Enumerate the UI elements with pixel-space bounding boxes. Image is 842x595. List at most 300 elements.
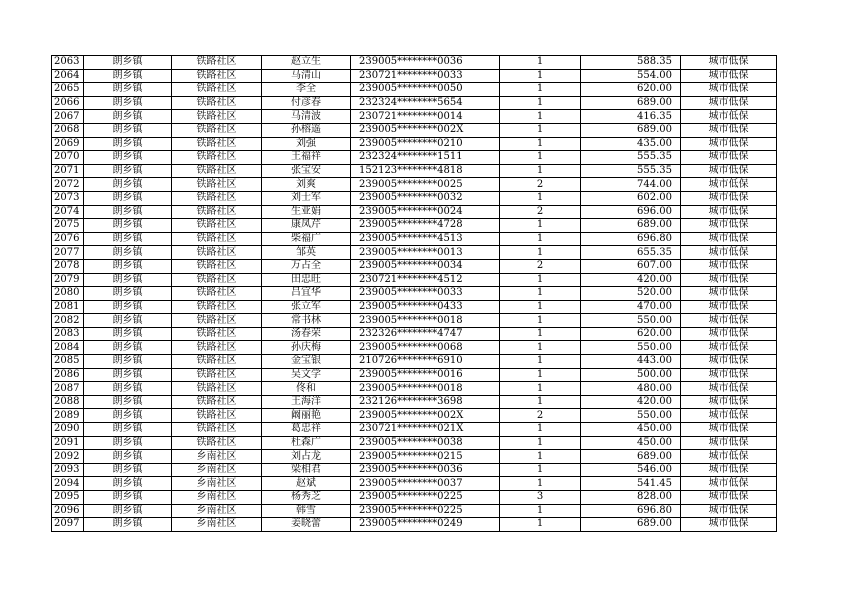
row-number-cell: 2090 <box>52 423 84 437</box>
community-cell: 铁路社区 <box>172 314 262 328</box>
amount-cell: 546.00 <box>581 463 681 477</box>
name-cell: 王福祥 <box>262 151 351 165</box>
household-size-cell: 2 <box>500 178 581 192</box>
household-size-cell: 1 <box>500 273 581 287</box>
category-cell: 城市低保 <box>681 191 777 205</box>
name-cell: 生亚娟 <box>262 205 351 219</box>
town-cell: 朗乡镇 <box>84 436 172 450</box>
id-number-cell: 239005********0034 <box>351 259 500 273</box>
table-row <box>52 477 777 491</box>
row-number-cell: 2074 <box>52 205 84 219</box>
id-number-cell: 239005********0038 <box>351 436 500 450</box>
amount-cell: 828.00 <box>581 491 681 505</box>
category-cell: 城市低保 <box>681 96 777 110</box>
town-cell: 朗乡镇 <box>84 300 172 314</box>
category-cell: 城市低保 <box>681 178 777 192</box>
name-cell: 梁相君 <box>262 463 351 477</box>
table-row <box>52 205 777 219</box>
id-number-cell: 232324********5654 <box>351 96 500 110</box>
table-row <box>52 123 777 137</box>
amount-cell: 470.00 <box>581 300 681 314</box>
table-row <box>52 395 777 409</box>
category-cell: 城市低保 <box>681 287 777 301</box>
category-cell: 城市低保 <box>681 423 777 437</box>
id-number-cell: 239005********0036 <box>351 56 500 70</box>
amount-cell: 555.35 <box>581 151 681 165</box>
name-cell: 李全 <box>262 83 351 97</box>
table-row <box>52 423 777 437</box>
category-cell: 城市低保 <box>681 450 777 464</box>
amount-cell: 480.00 <box>581 382 681 396</box>
table-row <box>52 450 777 464</box>
town-cell: 朗乡镇 <box>84 246 172 260</box>
town-cell: 朗乡镇 <box>84 151 172 165</box>
id-number-cell: 230721********0033 <box>351 69 500 83</box>
amount-cell: 550.00 <box>581 314 681 328</box>
table-row <box>52 151 777 165</box>
community-cell: 铁路社区 <box>172 423 262 437</box>
amount-cell: 420.00 <box>581 395 681 409</box>
amount-cell: 607.00 <box>581 259 681 273</box>
category-cell: 城市低保 <box>681 69 777 83</box>
household-size-cell: 1 <box>500 314 581 328</box>
town-cell: 朗乡镇 <box>84 504 172 518</box>
household-size-cell: 2 <box>500 259 581 273</box>
table-row <box>52 409 777 423</box>
community-cell: 铁路社区 <box>172 355 262 369</box>
id-number-cell: 239005********0032 <box>351 191 500 205</box>
table-row <box>52 368 777 382</box>
category-cell: 城市低保 <box>681 137 777 151</box>
town-cell: 朗乡镇 <box>84 137 172 151</box>
category-cell: 城市低保 <box>681 273 777 287</box>
table-row <box>52 83 777 97</box>
household-size-cell: 1 <box>500 300 581 314</box>
town-cell: 朗乡镇 <box>84 368 172 382</box>
category-cell: 城市低保 <box>681 56 777 70</box>
name-cell: 常书林 <box>262 314 351 328</box>
town-cell: 朗乡镇 <box>84 395 172 409</box>
table-row <box>52 436 777 450</box>
name-cell: 刘爽 <box>262 178 351 192</box>
id-number-cell: 239005********0433 <box>351 300 500 314</box>
community-cell: 乡南社区 <box>172 491 262 505</box>
row-number-cell: 2078 <box>52 259 84 273</box>
row-number-cell: 2076 <box>52 232 84 246</box>
name-cell: 马清波 <box>262 110 351 124</box>
id-number-cell: 239005********0210 <box>351 137 500 151</box>
category-cell: 城市低保 <box>681 327 777 341</box>
name-cell: 康凤芹 <box>262 219 351 233</box>
name-cell: 杜森广 <box>262 436 351 450</box>
household-size-cell: 1 <box>500 477 581 491</box>
household-size-cell: 1 <box>500 504 581 518</box>
table-row <box>52 137 777 151</box>
row-number-cell: 2092 <box>52 450 84 464</box>
name-cell: 柴福广 <box>262 232 351 246</box>
row-number-cell: 2072 <box>52 178 84 192</box>
name-cell: 吴文学 <box>262 368 351 382</box>
category-cell: 城市低保 <box>681 436 777 450</box>
table-row <box>52 191 777 205</box>
id-number-cell: 239005********0249 <box>351 518 500 532</box>
id-number-cell: 232326********4747 <box>351 327 500 341</box>
amount-cell: 450.00 <box>581 436 681 450</box>
id-number-cell: 230721********4512 <box>351 273 500 287</box>
row-number-cell: 2097 <box>52 518 84 532</box>
household-size-cell: 1 <box>500 164 581 178</box>
town-cell: 朗乡镇 <box>84 423 172 437</box>
id-number-cell: 230721********0014 <box>351 110 500 124</box>
town-cell: 朗乡镇 <box>84 314 172 328</box>
community-cell: 乡南社区 <box>172 477 262 491</box>
row-number-cell: 2086 <box>52 368 84 382</box>
category-cell: 城市低保 <box>681 491 777 505</box>
id-number-cell: 239005********0225 <box>351 504 500 518</box>
town-cell: 朗乡镇 <box>84 69 172 83</box>
household-size-cell: 1 <box>500 368 581 382</box>
row-number-cell: 2071 <box>52 164 84 178</box>
id-number-cell: 239005********4513 <box>351 232 500 246</box>
household-size-cell: 1 <box>500 151 581 165</box>
row-number-cell: 2085 <box>52 355 84 369</box>
category-cell: 城市低保 <box>681 518 777 532</box>
allowance-table <box>51 55 777 532</box>
id-number-cell: 239005********0013 <box>351 246 500 260</box>
name-cell: 邹英 <box>262 246 351 260</box>
name-cell: 万占全 <box>262 259 351 273</box>
id-number-cell: 239005********4728 <box>351 219 500 233</box>
row-number-cell: 2067 <box>52 110 84 124</box>
id-number-cell: 239005********0037 <box>351 477 500 491</box>
household-size-cell: 1 <box>500 327 581 341</box>
community-cell: 铁路社区 <box>172 178 262 192</box>
table-row <box>52 463 777 477</box>
id-number-cell: 239005********002X <box>351 123 500 137</box>
table-row <box>52 219 777 233</box>
amount-cell: 744.00 <box>581 178 681 192</box>
table-row <box>52 96 777 110</box>
category-cell: 城市低保 <box>681 300 777 314</box>
community-cell: 铁路社区 <box>172 368 262 382</box>
amount-cell: 696.00 <box>581 205 681 219</box>
household-size-cell: 1 <box>500 219 581 233</box>
name-cell: 葛忠祥 <box>262 423 351 437</box>
name-cell: 张宝安 <box>262 164 351 178</box>
community-cell: 铁路社区 <box>172 232 262 246</box>
id-number-cell: 232126********3698 <box>351 395 500 409</box>
household-size-cell: 2 <box>500 409 581 423</box>
name-cell: 刘占龙 <box>262 450 351 464</box>
town-cell: 朗乡镇 <box>84 355 172 369</box>
category-cell: 城市低保 <box>681 164 777 178</box>
name-cell: 赵立生 <box>262 56 351 70</box>
amount-cell: 416.35 <box>581 110 681 124</box>
row-number-cell: 2070 <box>52 151 84 165</box>
community-cell: 铁路社区 <box>172 395 262 409</box>
amount-cell: 435.00 <box>581 137 681 151</box>
name-cell: 赵斌 <box>262 477 351 491</box>
town-cell: 朗乡镇 <box>84 463 172 477</box>
town-cell: 朗乡镇 <box>84 83 172 97</box>
row-number-cell: 2091 <box>52 436 84 450</box>
id-number-cell: 239005********0225 <box>351 491 500 505</box>
town-cell: 朗乡镇 <box>84 164 172 178</box>
table-row <box>52 56 777 70</box>
amount-cell: 443.00 <box>581 355 681 369</box>
row-number-cell: 2093 <box>52 463 84 477</box>
household-size-cell: 1 <box>500 341 581 355</box>
table-row <box>52 327 777 341</box>
community-cell: 铁路社区 <box>172 110 262 124</box>
row-number-cell: 2065 <box>52 83 84 97</box>
id-number-cell: 239005********0025 <box>351 178 500 192</box>
amount-cell: 550.00 <box>581 341 681 355</box>
amount-cell: 550.00 <box>581 409 681 423</box>
row-number-cell: 2069 <box>52 137 84 151</box>
table-row <box>52 246 777 260</box>
category-cell: 城市低保 <box>681 477 777 491</box>
table-row <box>52 259 777 273</box>
name-cell: 刘士军 <box>262 191 351 205</box>
community-cell: 铁路社区 <box>172 273 262 287</box>
amount-cell: 450.00 <box>581 423 681 437</box>
table-body <box>52 56 777 532</box>
id-number-cell: 239005********0024 <box>351 205 500 219</box>
household-size-cell: 1 <box>500 287 581 301</box>
category-cell: 城市低保 <box>681 232 777 246</box>
category-cell: 城市低保 <box>681 110 777 124</box>
town-cell: 朗乡镇 <box>84 110 172 124</box>
community-cell: 铁路社区 <box>172 123 262 137</box>
name-cell: 张立军 <box>262 300 351 314</box>
household-size-cell: 3 <box>500 491 581 505</box>
town-cell: 朗乡镇 <box>84 409 172 423</box>
community-cell: 乡南社区 <box>172 463 262 477</box>
household-size-cell: 1 <box>500 395 581 409</box>
amount-cell: 696.80 <box>581 504 681 518</box>
table-row <box>52 518 777 532</box>
community-cell: 铁路社区 <box>172 83 262 97</box>
category-cell: 城市低保 <box>681 259 777 273</box>
table-row <box>52 232 777 246</box>
name-cell: 马清山 <box>262 69 351 83</box>
category-cell: 城市低保 <box>681 314 777 328</box>
community-cell: 铁路社区 <box>172 341 262 355</box>
category-cell: 城市低保 <box>681 382 777 396</box>
community-cell: 铁路社区 <box>172 164 262 178</box>
id-number-cell: 239005********0018 <box>351 314 500 328</box>
table-row <box>52 491 777 505</box>
table-row <box>52 69 777 83</box>
amount-cell: 655.35 <box>581 246 681 260</box>
amount-cell: 689.00 <box>581 123 681 137</box>
name-cell: 汤春荣 <box>262 327 351 341</box>
category-cell: 城市低保 <box>681 205 777 219</box>
name-cell: 王海洋 <box>262 395 351 409</box>
town-cell: 朗乡镇 <box>84 178 172 192</box>
row-number-cell: 2066 <box>52 96 84 110</box>
town-cell: 朗乡镇 <box>84 477 172 491</box>
household-size-cell: 1 <box>500 450 581 464</box>
town-cell: 朗乡镇 <box>84 382 172 396</box>
row-number-cell: 2084 <box>52 341 84 355</box>
name-cell: 阚丽艳 <box>262 409 351 423</box>
category-cell: 城市低保 <box>681 83 777 97</box>
table-row <box>52 300 777 314</box>
row-number-cell: 2088 <box>52 395 84 409</box>
household-size-cell: 1 <box>500 137 581 151</box>
household-size-cell: 1 <box>500 232 581 246</box>
row-number-cell: 2087 <box>52 382 84 396</box>
table-row <box>52 314 777 328</box>
row-number-cell: 2079 <box>52 273 84 287</box>
row-number-cell: 2095 <box>52 491 84 505</box>
table-row <box>52 504 777 518</box>
id-number-cell: 239005********0018 <box>351 382 500 396</box>
name-cell: 姜晓蕾 <box>262 518 351 532</box>
town-cell: 朗乡镇 <box>84 287 172 301</box>
community-cell: 铁路社区 <box>172 191 262 205</box>
id-number-cell: 239005********0036 <box>351 463 500 477</box>
name-cell: 付彦春 <box>262 96 351 110</box>
household-size-cell: 1 <box>500 110 581 124</box>
table-row <box>52 178 777 192</box>
id-number-cell: 152123********4818 <box>351 164 500 178</box>
name-cell: 田忠旺 <box>262 273 351 287</box>
amount-cell: 588.35 <box>581 56 681 70</box>
row-number-cell: 2080 <box>52 287 84 301</box>
id-number-cell: 230721********021X <box>351 423 500 437</box>
row-number-cell: 2064 <box>52 69 84 83</box>
category-cell: 城市低保 <box>681 341 777 355</box>
community-cell: 铁路社区 <box>172 137 262 151</box>
category-cell: 城市低保 <box>681 368 777 382</box>
town-cell: 朗乡镇 <box>84 518 172 532</box>
amount-cell: 689.00 <box>581 450 681 464</box>
town-cell: 朗乡镇 <box>84 327 172 341</box>
name-cell: 刘强 <box>262 137 351 151</box>
category-cell: 城市低保 <box>681 151 777 165</box>
community-cell: 乡南社区 <box>172 450 262 464</box>
household-size-cell: 1 <box>500 56 581 70</box>
community-cell: 铁路社区 <box>172 259 262 273</box>
community-cell: 铁路社区 <box>172 246 262 260</box>
category-cell: 城市低保 <box>681 504 777 518</box>
town-cell: 朗乡镇 <box>84 450 172 464</box>
name-cell: 吕宜华 <box>262 287 351 301</box>
amount-cell: 420.00 <box>581 273 681 287</box>
town-cell: 朗乡镇 <box>84 259 172 273</box>
category-cell: 城市低保 <box>681 409 777 423</box>
table-row <box>52 287 777 301</box>
household-size-cell: 1 <box>500 246 581 260</box>
amount-cell: 620.00 <box>581 327 681 341</box>
community-cell: 铁路社区 <box>172 300 262 314</box>
town-cell: 朗乡镇 <box>84 96 172 110</box>
row-number-cell: 2068 <box>52 123 84 137</box>
id-number-cell: 239005********0050 <box>351 83 500 97</box>
amount-cell: 541.45 <box>581 477 681 491</box>
community-cell: 铁路社区 <box>172 382 262 396</box>
id-number-cell: 239005********0016 <box>351 368 500 382</box>
row-number-cell: 2096 <box>52 504 84 518</box>
table-row <box>52 355 777 369</box>
name-cell: 杨秀芝 <box>262 491 351 505</box>
household-size-cell: 1 <box>500 423 581 437</box>
amount-cell: 696.80 <box>581 232 681 246</box>
amount-cell: 520.00 <box>581 287 681 301</box>
row-number-cell: 2077 <box>52 246 84 260</box>
amount-cell: 689.00 <box>581 219 681 233</box>
community-cell: 乡南社区 <box>172 518 262 532</box>
amount-cell: 689.00 <box>581 518 681 532</box>
amount-cell: 554.00 <box>581 69 681 83</box>
id-number-cell: 239005********002X <box>351 409 500 423</box>
category-cell: 城市低保 <box>681 463 777 477</box>
row-number-cell: 2089 <box>52 409 84 423</box>
household-size-cell: 1 <box>500 191 581 205</box>
household-size-cell: 1 <box>500 96 581 110</box>
town-cell: 朗乡镇 <box>84 191 172 205</box>
row-number-cell: 2081 <box>52 300 84 314</box>
name-cell: 孙庆梅 <box>262 341 351 355</box>
community-cell: 铁路社区 <box>172 96 262 110</box>
id-number-cell: 232324********1511 <box>351 151 500 165</box>
row-number-cell: 2082 <box>52 314 84 328</box>
table-row <box>52 341 777 355</box>
amount-cell: 689.00 <box>581 96 681 110</box>
row-number-cell: 2083 <box>52 327 84 341</box>
id-number-cell: 239005********0033 <box>351 287 500 301</box>
household-size-cell: 1 <box>500 382 581 396</box>
category-cell: 城市低保 <box>681 395 777 409</box>
id-number-cell: 210726********6910 <box>351 355 500 369</box>
amount-cell: 620.00 <box>581 83 681 97</box>
town-cell: 朗乡镇 <box>84 219 172 233</box>
community-cell: 铁路社区 <box>172 287 262 301</box>
table-row <box>52 164 777 178</box>
community-cell: 铁路社区 <box>172 327 262 341</box>
household-size-cell: 1 <box>500 463 581 477</box>
category-cell: 城市低保 <box>681 355 777 369</box>
amount-cell: 555.35 <box>581 164 681 178</box>
community-cell: 铁路社区 <box>172 69 262 83</box>
amount-cell: 602.00 <box>581 191 681 205</box>
table-row <box>52 110 777 124</box>
row-number-cell: 2063 <box>52 56 84 70</box>
community-cell: 铁路社区 <box>172 56 262 70</box>
town-cell: 朗乡镇 <box>84 205 172 219</box>
name-cell: 金宝银 <box>262 355 351 369</box>
town-cell: 朗乡镇 <box>84 232 172 246</box>
town-cell: 朗乡镇 <box>84 123 172 137</box>
name-cell: 韩雪 <box>262 504 351 518</box>
household-size-cell: 2 <box>500 205 581 219</box>
community-cell: 铁路社区 <box>172 205 262 219</box>
town-cell: 朗乡镇 <box>84 491 172 505</box>
community-cell: 铁路社区 <box>172 436 262 450</box>
household-size-cell: 1 <box>500 518 581 532</box>
town-cell: 朗乡镇 <box>84 56 172 70</box>
household-size-cell: 1 <box>500 83 581 97</box>
household-size-cell: 1 <box>500 355 581 369</box>
town-cell: 朗乡镇 <box>84 273 172 287</box>
household-size-cell: 1 <box>500 436 581 450</box>
id-number-cell: 239005********0215 <box>351 450 500 464</box>
table-row <box>52 382 777 396</box>
row-number-cell: 2075 <box>52 219 84 233</box>
